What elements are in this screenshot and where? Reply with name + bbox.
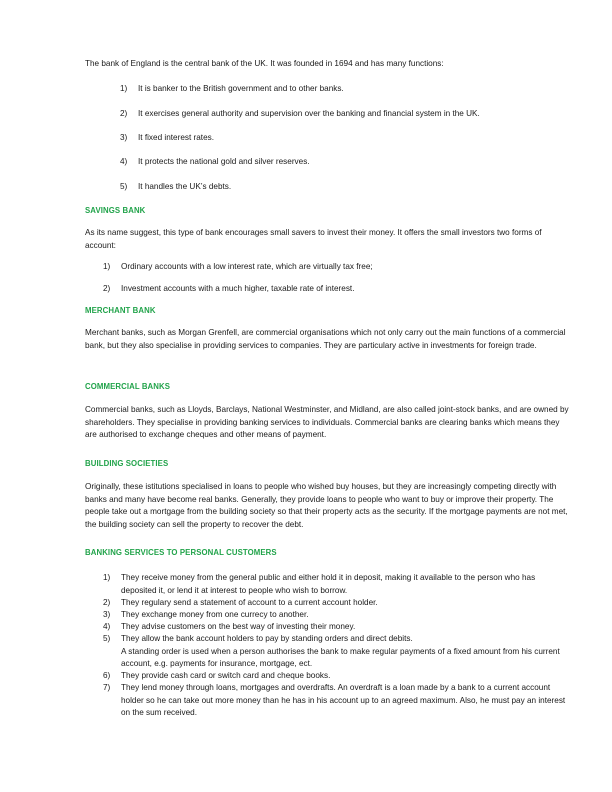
list-number: 3) xyxy=(103,610,111,619)
section-heading-commercial: COMMERCIAL BANKS xyxy=(85,382,171,391)
list-text: Investment accounts with a much higher, taxable rate of interest. xyxy=(121,284,355,293)
commercial-paragraph: Commercial banks, such as Lloyds, Barclays, National Westminster, and Midland, are also called joint-stock banks, and are owned by shareholders. They specialise in providing banking services to individuals. Commercial banks are clearing banks which means they are authorised to exchange cheques and other means of payment. xyxy=(85,405,569,440)
list-item xyxy=(103,283,573,296)
list-text: It handles the UK’s debts. xyxy=(138,182,232,191)
savings-paragraph: As its name suggest, this type of bank encourages small savers to invest their money. It offers the small investors two forms of account: xyxy=(85,228,542,250)
list-text: They lend money through loans, mortgages and overdrafts. An overdraft is a loan made by a bank to a current account holder so he can take out more money than he has in his account up to an agreed maximum. Also, he must pay an interest on the sum received. xyxy=(121,683,566,718)
list-number: 4) xyxy=(103,622,111,631)
list-item xyxy=(120,108,590,121)
list-text: They provide cash card or switch card and cheque books. xyxy=(121,671,331,680)
list-number: 2) xyxy=(120,109,128,118)
list-text: It fixed interest rates. xyxy=(138,133,214,142)
list-text: They receive money from the general public and either hold it in deposit, making it available to the person who has deposited it, or lend it at interest to people who wish to borrow. xyxy=(121,573,536,595)
list-item xyxy=(120,156,590,169)
list-text: They exchange money from one currecy to another. xyxy=(121,610,309,619)
list-text: It is banker to the British government and to other banks. xyxy=(138,84,344,93)
list-number: 1) xyxy=(120,84,128,93)
list-number: 5) xyxy=(120,182,128,191)
list-number: 6) xyxy=(103,671,111,680)
section-heading-savings: SAVINGS BANK xyxy=(85,206,146,215)
list-item xyxy=(103,682,571,720)
section-heading-merchant: MERCHANT BANK xyxy=(85,306,156,315)
list-text: Ordinary accounts with a low interest rate, which are virtually tax free; xyxy=(121,262,373,271)
list-number: 5) xyxy=(103,634,111,643)
list-item xyxy=(120,181,590,194)
list-number: 7) xyxy=(103,683,111,692)
merchant-paragraph: Merchant banks, such as Morgan Grenfell, are commercial organisations which not only carry out the main functions of a commercial bank, but they also specialise in providing services to companies. They are particulary active in investments for foreign trade. xyxy=(85,328,566,350)
list-number: 3) xyxy=(120,133,128,142)
building-paragraph: Originally, these istitutions specialised in loans to people who wished buy houses, but they are increasingly competing directly with banks and many have become real banks. Generally, they provide loans to people who want to buy or improve their property. The people take out a mortgage from the building society so that their property acts as the security. If the mortgage payments are not met, the building society can sell the property to recover the debt. xyxy=(85,482,568,529)
list-number: 1) xyxy=(103,262,111,271)
list-item xyxy=(103,633,571,671)
standing-order-note: A standing order is used when a person authorises the bank to make regular payments of a fixed amount from his current account, e.g. payments for insurance, mortgage, ect. xyxy=(121,646,560,669)
intro-paragraph: The bank of England is the central bank of the UK. It was founded in 1694 and has many functions: xyxy=(85,59,444,68)
section-heading-services: BANKING SERVICES TO PERSONAL CUSTOMERS xyxy=(85,548,277,557)
list-item xyxy=(103,597,571,610)
list-text: It protects the national gold and silver reserves. xyxy=(138,157,310,166)
list-item xyxy=(103,609,571,622)
list-item xyxy=(103,572,571,597)
list-text: They advise customers on the best way of investing their money. xyxy=(121,622,356,631)
section-heading-building: BUILDING SOCIETIES xyxy=(85,459,169,468)
list-item xyxy=(103,621,571,634)
list-item xyxy=(103,670,571,683)
list-number: 2) xyxy=(103,284,111,293)
list-item xyxy=(103,261,573,274)
list-text: They allow the bank account holders to pay by standing orders and direct debits. xyxy=(121,634,413,643)
list-number: 4) xyxy=(120,157,128,166)
list-text: They regulary send a statement of account to a current account holder. xyxy=(121,598,378,607)
list-number: 2) xyxy=(103,598,111,607)
list-number: 1) xyxy=(103,573,111,582)
list-text: It exercises general authority and supervision over the banking and financial system in the UK. xyxy=(138,109,480,118)
list-item xyxy=(120,83,590,96)
list-item xyxy=(120,132,590,145)
